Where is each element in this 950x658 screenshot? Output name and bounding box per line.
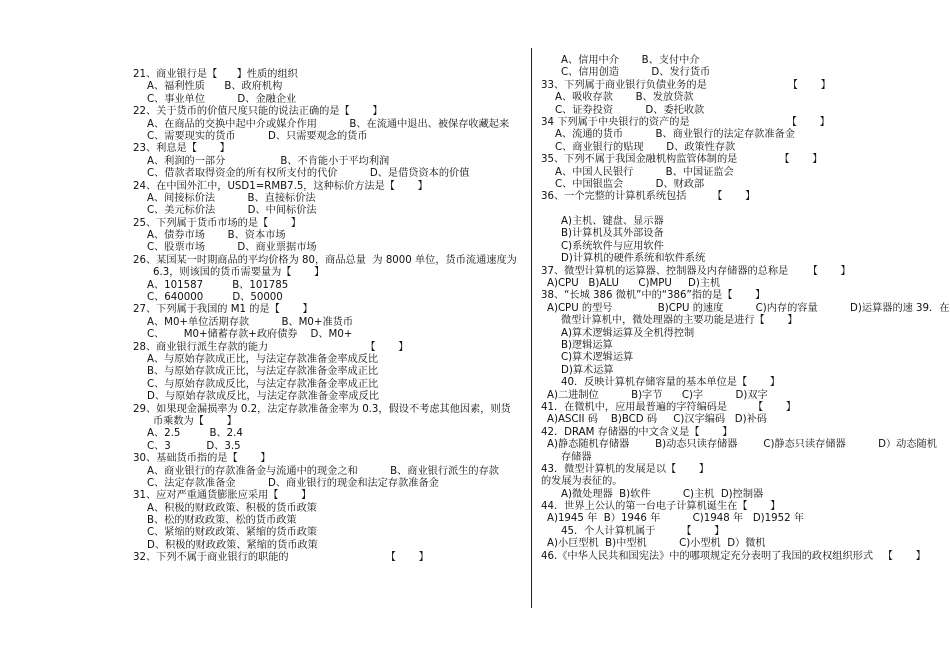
text-line: A、信用中介 B、支付中介 [561, 55, 700, 66]
text-line: A)静态随机存储器 B)动态只读存储器 C)静态只读存储器 D）动态随机 [547, 439, 937, 451]
text-line: 45．个人计算机属于 【 】 [561, 525, 725, 537]
text-line: A)算术逻辑运算及全机得控制 [561, 327, 695, 339]
text-line: A)二进制位 B)字节 C)字 D)双字 [547, 389, 768, 401]
text-line: 44．世界上公认的第一台电子计算机诞生在【 】 [541, 501, 781, 513]
text-line: C)系统软件与应用软件 [561, 240, 664, 252]
text-line: C、法定存款准备金 D、商业银行的现金和法定存款准备金 [147, 477, 439, 489]
text-line: D、积极的财政政策、紧缩的货币政策 [147, 539, 318, 551]
text-line: C、紧缩的财政政策、紧缩的货币政策 [147, 527, 318, 539]
text-line: C、需要现实的货币 D、只需要观念的货币 [147, 130, 368, 142]
text-line: B、松的财政政策、松的货币政策 [147, 515, 297, 527]
text-line: 21、商业银行是【 】性质的组织 [133, 69, 298, 80]
text-line: C、股票市场 D、商业票据市场 [147, 242, 317, 254]
text-line: A、101587 B、101785 [147, 279, 289, 291]
text-line: A、流通的货币 B、商业银行的法定存款准备金 [555, 129, 795, 141]
text-line: 6.3，则该国的货币需要量为【 】 [153, 267, 325, 279]
text-line: 41．在微机中，应用最普遍的字符编码是 【 】 [541, 401, 797, 413]
text-line: C、640000 D、50000 [147, 292, 283, 304]
text-line: C、中国银监会 D、财政部 [555, 178, 705, 190]
text-line: A、中国人民银行 B、中国证监会 [555, 166, 734, 178]
text-line: A)CPU 的型号 B)CPU 的速度 C)内存的容量 D)运算器的速 39．在 [547, 302, 950, 314]
text-line: 37、微型计算机的运算器、控制器及内存储器的总称是 【 】 [541, 265, 851, 277]
text-line: A、吸收存款 B、发放贷款 [555, 92, 694, 104]
text-line: A、2.5 B、2.4 [147, 428, 243, 440]
right-column [541, 55, 950, 563]
text-line: D、与原始存款成反比，与法定存款准备金率成反比 [147, 391, 379, 403]
text-line: C、信用创造 D、发行货币 [561, 67, 711, 79]
text-line: 24、在中国外汇中，USD1=RMB7.5，这种标价方法是【 】 [133, 180, 428, 192]
text-line: C、美元标价法 D、中间标价法 [147, 205, 317, 217]
column-divider [531, 48, 532, 608]
text-line: A、与原始存款成正比，与法定存款准备金率成反比 [147, 353, 379, 365]
blank-line [541, 204, 946, 216]
text-line: A)小巨型机 B)中型机 C)小型机 D）微机 [547, 538, 766, 550]
text-line: 27、下列属于我国的 M1 的是【 】 [133, 304, 313, 316]
text-line: 币乘数为【 】 [153, 415, 237, 427]
text-line: A、福利性质 B、政府机构 [147, 81, 283, 93]
text-line: 34 下列属于中央银行的资产的是 【 】 [541, 116, 830, 128]
text-line: 存储器 [561, 451, 592, 463]
text-line: A)1945 年 B）1946 年 C)1948 年 D)1952 年 [547, 513, 805, 525]
text-line: C)算术逻辑运算 [561, 352, 634, 364]
text-line: 40．反映计算机存储容量的基本单位是【 】 [561, 377, 781, 389]
text-line: 的发展为表征的。 [541, 476, 623, 488]
text-line: 35、下列不属于我国金融机构监管体制的是 【 】 [541, 154, 823, 166]
text-line: 43．微型计算机的发展是以【 】 [541, 463, 710, 475]
text-line: 23、利息是【 】 [133, 143, 230, 155]
text-line: B)逻辑运算 [561, 339, 613, 351]
text-line: 42．DRAM 存储器的中文含义是【 】 [541, 426, 733, 438]
text-line: 22、关于货币的价值尺度只能的说法正确的是【 】 [133, 106, 383, 118]
text-line: A、商业银行的存款准备金与流通中的现金之和 B、商业银行派生的存款 [147, 465, 499, 477]
text-line: A、M0+单位活期存款 B、M0+准货币 [147, 316, 354, 328]
text-line: A、利润的一部分 B、不肯能小于平均利润 [147, 155, 390, 167]
text-line: A)CPU B)ALU C)MPU D)主机 [547, 278, 721, 290]
text-line: 38、“长城 386 微机”中的“386”指的是【 】 [541, 290, 766, 302]
text-line: 26、某国某一时期商品的平均价格为 80，商品总量 为 8000 单位，货币流通速度为 [133, 254, 517, 266]
text-line: A)主机、键盘、显示器 [561, 216, 664, 228]
text-line: A、间接标价法 B、直接标价法 [147, 192, 316, 204]
text-line: A、积极的财政政策、积极的货币政策 [147, 502, 317, 514]
text-line: 36、一个完整的计算机系统包括 【 】 [541, 191, 756, 203]
text-line: B)计算机及其外部设备 [561, 228, 664, 240]
text-line: A)ASCII 码 B)BCD 码 C)汉字编码 D)补码 [547, 414, 767, 426]
text-line: C、与原始存款成反比，与法定存款准备金率成正比 [147, 378, 379, 390]
text-line: 30、基础货币指的是【 】 [133, 453, 271, 465]
text-line: C、事业单位 D、金融企业 [147, 93, 297, 105]
text-line: 31、应对严重通货膨胀应采用【 】 [133, 490, 312, 502]
text-line: C、 M0+储蓄存款+政府债券 D、M0+ [147, 329, 353, 341]
text-line: D)计算机的硬件系统和软件系统 [561, 253, 706, 265]
text-line: B、与原始存款成正比，与法定存款准备金率成正比 [147, 366, 379, 378]
text-line: 46.《中华人民共和国宪法》中的哪项规定充分表明了我国的政权组织形式 【 】 [541, 550, 926, 562]
text-line: 28、商业银行派生存款的能力 【 】 [133, 341, 409, 353]
text-line: D)算术运算 [561, 364, 614, 376]
text-line: C、商业银行的贴现 D、政策性存款 [555, 141, 736, 153]
text-line: C、3 D、3.5 [147, 440, 241, 452]
text-line: C、证券投资 D、委托收款 [555, 104, 705, 116]
text-line: A、债券市场 B、资本市场 [147, 230, 286, 242]
text-line: C、借款者取得资金的所有权所支付的代价 D、是借贷资本的价值 [147, 168, 470, 180]
text-line: 25、下列属于货币市场的是【 】 [133, 217, 302, 229]
text-line: 29、如果现金漏损率为 0.2，法定存款准备金率为 0.3，假设不考虑其他因素，则货 [133, 403, 511, 415]
text-line: 32、下列不属于商业银行的职能的 【 】 [133, 552, 429, 564]
left-column [133, 69, 523, 565]
text-line: 微型计算机中，微处理器的主要功能是进行【 】 [561, 315, 798, 327]
text-line: A)微处理器 B)软件 C)主机 D)控制器 [561, 488, 764, 500]
text-line: 33、下列属于商业银行负债业务的是 【 】 [541, 79, 831, 91]
text-line: A、在商品的交换中起中介或媒介作用 B、在流通中退出、被保存收藏起来 [147, 118, 510, 130]
